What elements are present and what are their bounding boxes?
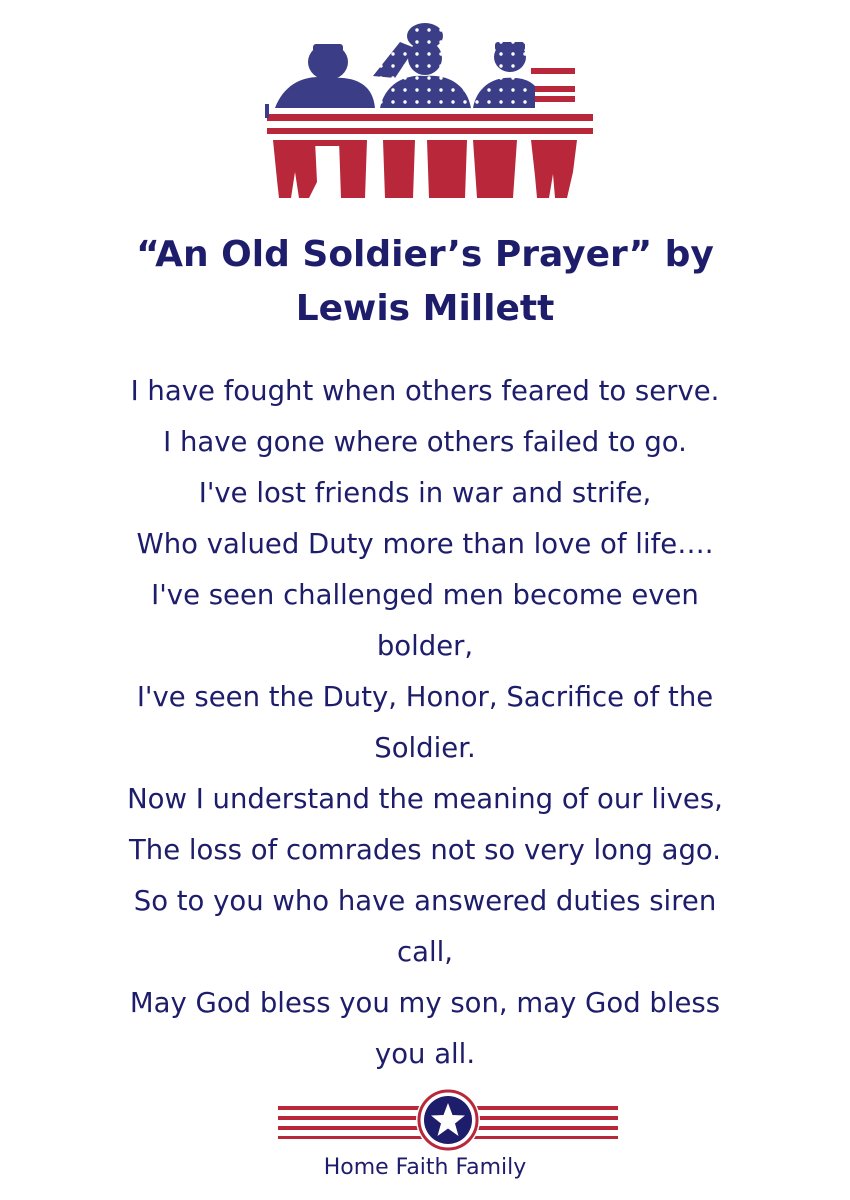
footer-brand: Home Faith Family bbox=[323, 1155, 527, 1180]
poem-line: I have fought when others feared to serve. bbox=[130, 375, 720, 407]
poem-line: May God bless you my son, may God bless bbox=[129, 987, 721, 1019]
page-title bbox=[0, 228, 850, 336]
poem-line: bolder, bbox=[376, 630, 474, 662]
poem-line: I have gone where others failed to go. bbox=[163, 426, 687, 458]
star-emblem-icon bbox=[278, 1084, 618, 1154]
poem-line: you all. bbox=[374, 1038, 476, 1070]
poem-line: I've lost friends in war and strife, bbox=[198, 477, 652, 509]
title-line-2: Lewis Millett bbox=[295, 288, 555, 329]
poem-line: I've seen the Duty, Honor, Sacrifice of the bbox=[136, 681, 714, 713]
poem-line: Who valued Duty more than love of life…. bbox=[136, 528, 714, 560]
title-line-1: “An Old Soldier’s Prayer” by bbox=[136, 234, 714, 275]
poem-line: Soldier. bbox=[374, 732, 476, 764]
saluting-soldiers-flag-icon bbox=[255, 12, 595, 204]
poem-line: So to you who have answered duties siren bbox=[133, 885, 717, 917]
poem-line: Now I understand the meaning of our lives, bbox=[127, 783, 723, 815]
poem-line: call, bbox=[397, 936, 453, 968]
poem-line: I've seen challenged men become even bbox=[151, 579, 699, 611]
poem-text bbox=[40, 366, 810, 1080]
poem-line: The loss of comrades not so very long ago. bbox=[128, 834, 721, 866]
